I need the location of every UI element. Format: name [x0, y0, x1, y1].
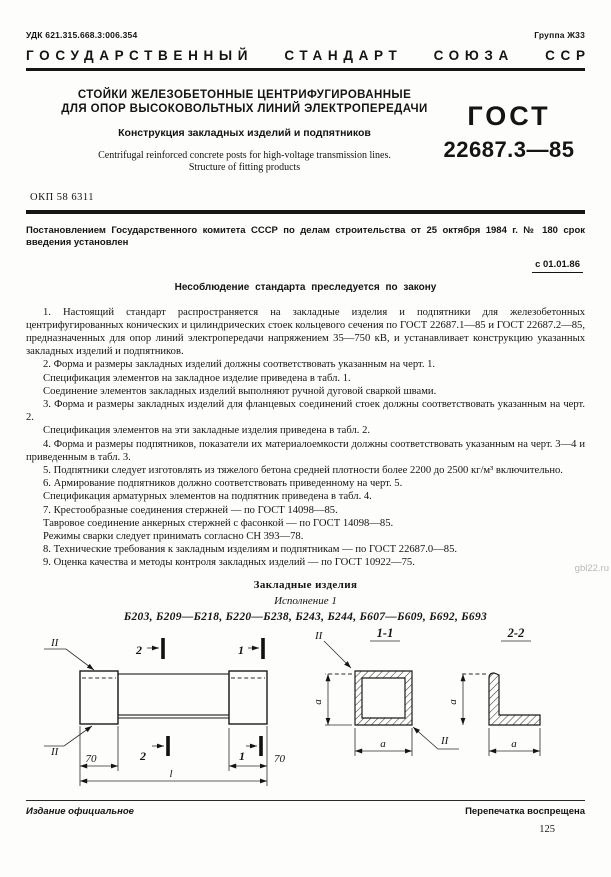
law-notice: Несоблюдение стандарта преследуется по закону	[174, 281, 437, 293]
dim-a-horizontal-11: a	[380, 737, 386, 750]
body-paragraph: Соединение элементов закладных изделий выполняют ручной дуговой сваркой швами.	[43, 385, 437, 397]
document-title-line2: ДЛЯ ОПОР ВЫСОКОВОЛЬТНЫХ ЛИНИЙ ЭЛЕКТРОПЕРЕДАЧИ	[61, 103, 428, 115]
body-paragraph: 1. Настоящий стандарт распространяется на закладные изделия и подпятники для железобетонных центрифугированных конических и цилиндрических стоек кольцевого сечения по ГОСТ 22687.1—85 и ГОСТ 22687.2—85, предназначенных для опор линий электропередачи напряжением 35—750 кВ, и устанавливает конструкцию указанных закладных изделий и подпятников.	[26, 306, 585, 358]
dim-a-horizontal-22: a	[511, 737, 517, 750]
document-title-english2: Structure of fitting products	[188, 162, 301, 173]
gost-designation	[433, 86, 585, 174]
body-paragraph: 4. Форма и размеры подпятников, показатели их материалоемкости должны соответствовать указанным на черт. 3—4 и приведенным в табл. 3.	[26, 438, 585, 463]
standard-header-word: СОЮЗА	[433, 48, 514, 63]
cut-mark-1-bottom: 1	[239, 748, 245, 763]
section-2-2-title: 2-2	[507, 625, 525, 640]
title-rule	[26, 210, 585, 214]
header-rule	[26, 68, 585, 72]
cut-mark-2-bottom: 2	[140, 748, 146, 763]
title-block	[26, 86, 585, 174]
standard-body	[26, 306, 585, 570]
section-product-marks: Б203, Б209—Б218, Б220—Б238, Б243, Б244, Б607—Б609, Б692, Б693	[123, 610, 488, 623]
gost-number: 22687.3—85	[443, 137, 575, 162]
body-paragraph: 3. Форма и размеры закладных изделий для фланцевых соединений стоек должны соответствовать указанным на черт. 2.	[26, 398, 585, 424]
embedded-item-elevation	[44, 637, 286, 786]
section-subheading: Исполнение 1	[274, 594, 337, 607]
footer	[26, 806, 585, 817]
footer-rule	[26, 800, 585, 802]
okp-code: ОКП 58 6311	[30, 192, 95, 203]
section-1-1-title: 1-1	[376, 625, 394, 640]
body-paragraph: 2. Форма и размеры закладных изделий должны соответствовать указанным на черт. 1.	[43, 359, 436, 371]
weld-label-11-bottom: II	[441, 734, 449, 747]
udk-number: УДК 621.315.668.3:006.354	[26, 30, 138, 40]
cut-mark-1-top: 1	[238, 642, 244, 657]
standard-header-word: СТАНДАРТ	[284, 48, 403, 63]
standard-header-word: ГОСУДАРСТВЕННЫЙ	[26, 48, 254, 63]
weld-label-11-top: II	[315, 629, 323, 642]
document-title-line1: СТОЙКИ ЖЕЛЕЗОБЕТОННЫЕ ЦЕНТРИФУГИРОВАННЫЕ	[77, 89, 412, 101]
dim-length: l	[169, 767, 173, 780]
site-watermark: gbl22.ru	[574, 563, 609, 574]
section-2-2-view	[447, 626, 540, 756]
decree-paragraph: Постановлением Государственного комитета СССР по делам строительства от 25 октября 1984 г. № 180 срок введения установлен	[26, 224, 585, 248]
section-heading: Закладные изделия	[253, 578, 358, 591]
effective-date: с 01.01.86	[532, 259, 583, 273]
document-subtitle: Конструкция закладных изделий и подпятников	[118, 127, 371, 139]
reprint-prohibited-label: Перепечатка воспрещена	[465, 806, 585, 818]
classification-row	[26, 30, 585, 40]
dim-70-right: 70	[274, 752, 285, 765]
group-code: Группа Ж33	[534, 30, 585, 40]
cut-mark-2-top: 2	[136, 642, 142, 657]
body-paragraph: 7. Крестообразные соединения стержней — по ГОСТ 14098—85.	[43, 504, 338, 516]
body-paragraph: Спецификация элементов на эти закладные изделия приведена в табл. 2.	[43, 425, 371, 437]
weld-label-top: II	[51, 636, 59, 649]
dim-70-left: 70	[85, 752, 97, 765]
page-number: 125	[539, 824, 555, 836]
effective-date-row	[26, 254, 583, 273]
body-paragraph: Спецификация арматурных элементов на подпятник приведена в табл. 4.	[43, 491, 372, 503]
weld-label-bottom: II	[51, 745, 59, 758]
gost-label: ГОСТ	[467, 101, 551, 131]
dim-a-vertical-22: a	[447, 698, 459, 705]
body-paragraph: Режимы сварки следует принимать согласно СН 393—78.	[43, 530, 304, 542]
dim-a-vertical-11: a	[312, 698, 324, 705]
document-title-english1: Centrifugal reinforced concrete posts for high-voltage transmission lines.	[98, 150, 391, 161]
body-paragraph: 9. Оценка качества и методы контроля закладных изделий — по ГОСТ 10922—75.	[43, 557, 415, 569]
section-1-1-view	[312, 626, 459, 756]
body-paragraph: Спецификация элементов на закладное изделие приведена в табл. 1.	[43, 372, 351, 384]
title-left-column	[26, 86, 433, 174]
body-paragraph: 5. Подпятники следует изготовлять из тяжелого бетона средней плотности более 2200 до 2500 кг/м³ включительно.	[43, 464, 563, 476]
official-edition-label: Издание официальное	[26, 806, 134, 818]
body-paragraph: 8. Технические требования к закладным изделиям и подпятникам — по ГОСТ 22687.0—85.	[43, 544, 458, 556]
body-paragraph: Тавровое соединение анкерных стержней с фасонкой — по ГОСТ 14098—85.	[43, 517, 394, 529]
body-paragraph: 6. Армирование подпятников должно соответствовать приведенному на черт. 5.	[43, 478, 403, 490]
standard-header	[26, 48, 591, 63]
technical-drawing	[26, 625, 585, 797]
standard-header-word: ССР	[545, 48, 591, 63]
